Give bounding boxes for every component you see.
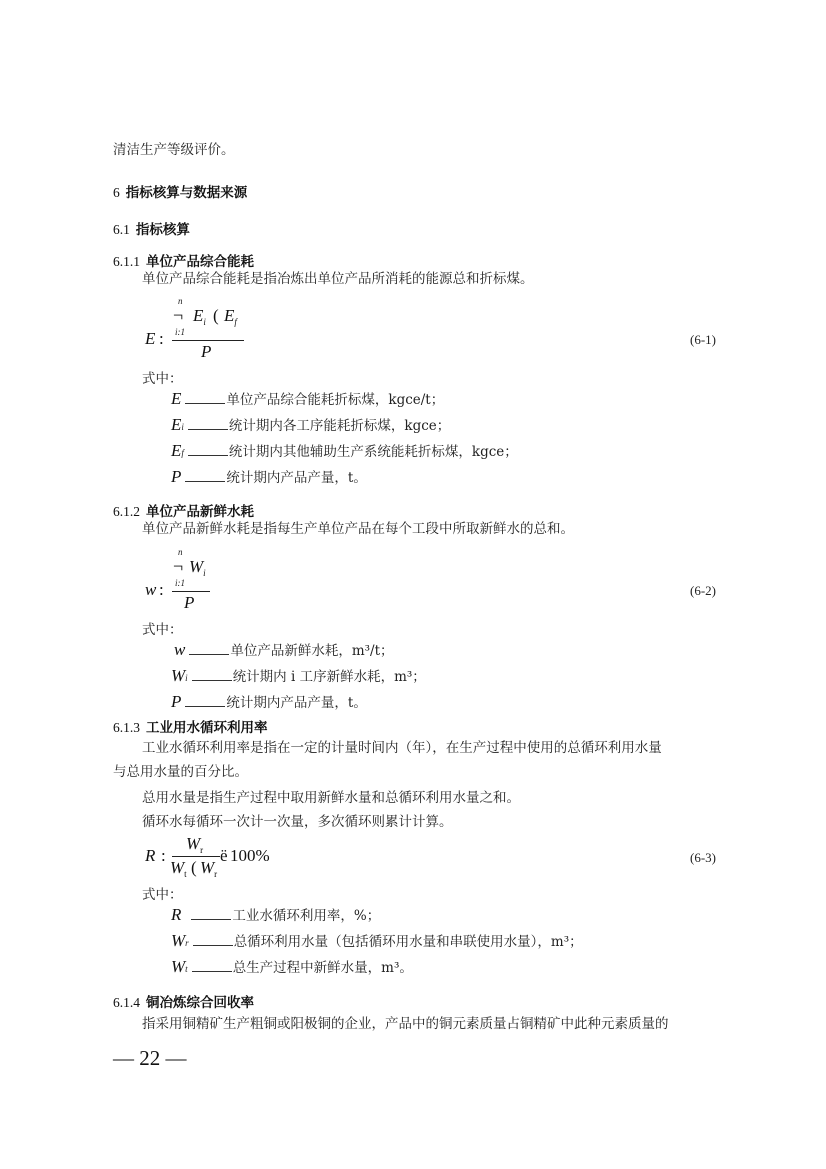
- term-symbol: W: [170, 858, 185, 877]
- em-dash: [188, 455, 228, 456]
- paragraph: 单位产品新鲜水耗是指每生产单位产品在每个工段中所取新鲜水的总和。: [142, 521, 574, 537]
- section-number: 6.1.3: [113, 720, 140, 735]
- em-dash: [185, 481, 225, 482]
- definition-text: 总循环利用水量（包括循环用水量和串联使用水量），m³；: [233, 934, 583, 950]
- definition-item: [171, 906, 380, 925]
- equals-symbol: :: [161, 846, 166, 865]
- sum-upper-limit: n: [178, 547, 183, 557]
- den-term-wr: [200, 858, 217, 879]
- sum-symbol: ¬: [173, 556, 184, 576]
- formula-lhs: R: [145, 846, 156, 865]
- definition-symbol: w: [174, 640, 186, 659]
- em-dash: [188, 429, 228, 430]
- definition-symbol: E: [171, 389, 182, 408]
- em-dash: [192, 680, 232, 681]
- den-term-wt: [170, 858, 187, 879]
- where-label: 式中：: [142, 887, 183, 903]
- definition-symbol: W: [171, 931, 186, 950]
- term-subscript: i: [203, 568, 206, 578]
- where-label: 式中：: [142, 622, 183, 638]
- definition-text: 统计期内产品产量，t。: [226, 470, 367, 486]
- definition-symbol: W: [171, 957, 186, 976]
- sum-upper-limit: n: [178, 296, 183, 306]
- sum-symbol: ¬: [173, 305, 184, 325]
- section-title: 工业用水循环利用率: [146, 720, 268, 736]
- definition-item: [171, 390, 444, 409]
- section-title: 铜冶炼综合回收率: [146, 995, 254, 1011]
- term-symbol: W: [189, 557, 204, 576]
- times-symbol: ë: [220, 846, 228, 865]
- definition-symbol: E: [171, 441, 182, 460]
- definition-text: 单位产品综合能耗折标煤，kgce/t；: [226, 392, 445, 408]
- em-dash: [185, 706, 225, 707]
- term-ef: [224, 306, 237, 327]
- definition-item: [171, 693, 367, 712]
- definition-symbol: R: [171, 905, 182, 924]
- definition-item: [171, 958, 413, 978]
- definition-item: [171, 416, 450, 436]
- section-number: 6.1.1: [113, 254, 140, 269]
- term-subscript: t: [184, 869, 187, 879]
- percent-value: 100%: [230, 846, 270, 865]
- term-subscript: i: [203, 317, 206, 327]
- fraction-bar: [172, 591, 210, 592]
- term-symbol: W: [186, 834, 201, 853]
- fraction-bar: [172, 340, 244, 341]
- section-title: 指标核算: [135, 222, 190, 238]
- equals-symbol: :: [159, 580, 164, 599]
- equals-symbol: :: [159, 329, 164, 348]
- section-6-1-heading: [113, 218, 190, 238]
- denominator: P: [184, 593, 195, 612]
- equation-number: (6-1): [690, 332, 716, 347]
- where-label: 式中：: [142, 371, 183, 387]
- definition-text: 统计期内其他辅助生产系统能耗折标煤，kgce；: [228, 444, 518, 460]
- definition-item: [171, 442, 518, 462]
- sum-lower-limit: i:1: [175, 327, 185, 337]
- section-title: 指标核算与数据来源: [125, 185, 248, 201]
- section-number: 6.1.2: [113, 504, 140, 519]
- section-number: 6.1.4: [113, 995, 140, 1010]
- intro-text: 清洁生产等级评价。: [113, 142, 235, 158]
- section-title: 单位产品新鲜水耗: [146, 504, 254, 520]
- em-dash: [189, 654, 229, 655]
- definition-subscript: i: [185, 673, 188, 683]
- term-symbol: E: [193, 306, 204, 325]
- definition-symbol: W: [171, 666, 186, 685]
- equation-number: (6-2): [690, 583, 716, 598]
- section-6-1-1-heading: [113, 250, 254, 270]
- definition-subscript: i: [181, 422, 184, 432]
- term-subscript: r: [200, 845, 204, 855]
- paragraph: 指采用铜精矿生产粗铜或阳极铜的企业，产品中的铜元素质量占铜精矿中此种元素质量的: [142, 1016, 669, 1032]
- section-number: 6.1: [113, 222, 130, 237]
- plus-symbol: (: [213, 306, 219, 325]
- section-6-1-3-heading: [113, 716, 268, 736]
- plus-symbol: (: [191, 858, 197, 877]
- term-subscript: r: [214, 869, 218, 879]
- section-6-heading: [113, 181, 247, 201]
- definition-text: 统计期内 i 工序新鲜水耗，m³；: [232, 669, 426, 685]
- definition-text: 单位产品新鲜水耗，m³/t；: [230, 643, 394, 659]
- definition-item: [171, 667, 426, 687]
- definition-text: 工业水循环利用率，%；: [232, 908, 381, 924]
- definition-text: 总生产过程中新鲜水量，m³。: [232, 960, 413, 976]
- definition-subscript: t: [185, 964, 188, 974]
- section-title: 单位产品综合能耗: [146, 254, 254, 270]
- term-symbol: W: [200, 858, 215, 877]
- definition-symbol: P: [171, 692, 182, 711]
- denominator: P: [201, 342, 212, 361]
- section-6-1-4-heading: [113, 991, 254, 1011]
- paragraph: 单位产品综合能耗是指冶炼出单位产品所消耗的能源总和折标煤。: [142, 271, 534, 287]
- definition-symbol: P: [171, 467, 182, 486]
- page-number: — 22 —: [113, 1046, 187, 1070]
- term-subscript: f: [234, 317, 237, 327]
- em-dash: [191, 919, 231, 920]
- paragraph-line: 工业水循环利用率是指在一定的计量时间内（年），在生产过程中使用的总循环利用水量: [142, 740, 662, 756]
- em-dash: [185, 403, 225, 404]
- formula-lhs: E: [145, 329, 156, 348]
- em-dash: [192, 971, 232, 972]
- term-wi: [189, 557, 206, 578]
- equation-number: (6-3): [690, 850, 716, 865]
- definition-text: 统计期内各工序能耗折标煤，kgce；: [228, 418, 451, 434]
- section-number: 6: [113, 185, 120, 200]
- definition-text: 统计期内产品产量，t。: [226, 695, 367, 711]
- paragraph: 循环水每循环一次计一次量，多次循环则累计计算。: [142, 814, 453, 830]
- numerator: [186, 834, 203, 855]
- definition-item: [171, 932, 583, 952]
- definition-item: [174, 641, 394, 660]
- em-dash: [193, 945, 233, 946]
- definition-item: [171, 468, 367, 487]
- fraction-bar: [172, 856, 220, 857]
- section-6-1-2-heading: [113, 500, 254, 520]
- sum-lower-limit: i:1: [175, 578, 185, 588]
- definition-subscript: r: [185, 938, 189, 948]
- term-ei: [193, 306, 206, 327]
- term-symbol: E: [224, 306, 235, 325]
- paragraph-line: 与总用水量的百分比。: [113, 764, 248, 780]
- definition-symbol: E: [171, 415, 182, 434]
- paragraph: 总用水量是指生产过程中取用新鲜水量和总循环利用水量之和。: [142, 790, 520, 806]
- definition-subscript: f: [181, 448, 184, 458]
- formula-lhs: w: [145, 580, 157, 599]
